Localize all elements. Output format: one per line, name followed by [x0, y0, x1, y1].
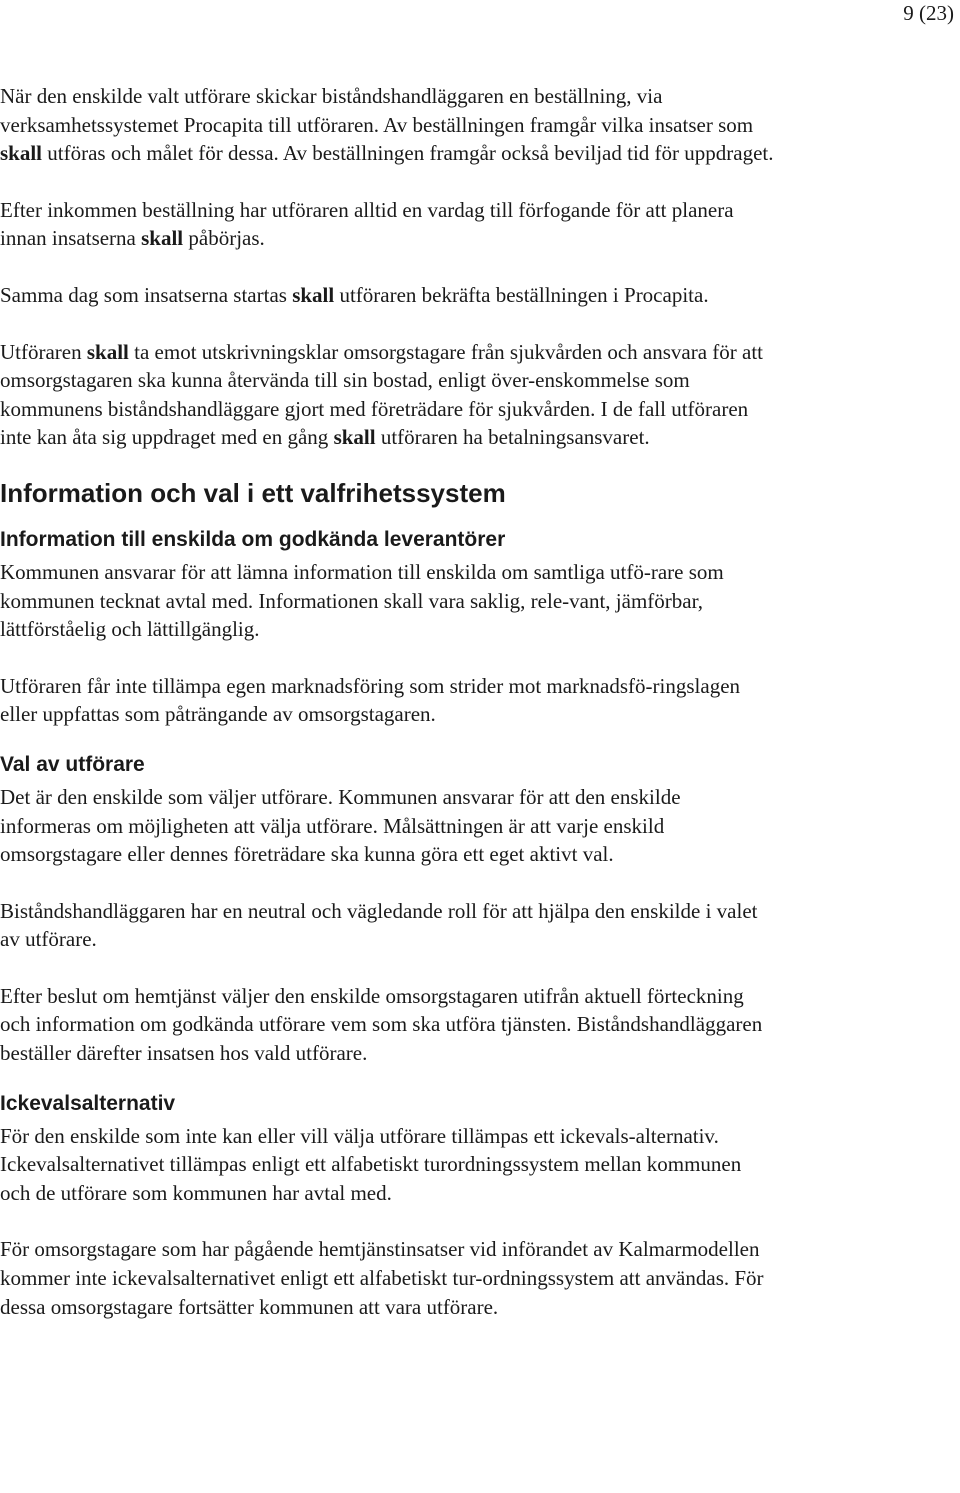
section-heading: Information och val i ett valfrihetssystem — [0, 477, 506, 508]
emphasis-shall: skall — [333, 425, 376, 450]
page-number: 9 (23) — [903, 1, 954, 25]
emphasis-shall: skall — [86, 339, 129, 364]
paragraph-case-officer-role: Biståndshandläggaren har en neutral och vägledande roll för att hjälpa den enskilde i valet av utförare. — [0, 898, 758, 952]
paragraph-order-process: När den enskilde valt utförare skickar biståndshandläggaren en beställning, via verksamhetssystemet Procapita till utföraren. Av beställningen framgår vilka insatser som skall utföras och målet för dessa. Av beställningen framgår också beviljad tid för uppdraget. — [0, 84, 774, 166]
subheading-information: Information till enskilda om godkända leverantörer — [0, 527, 506, 551]
paragraph-planning-time: Efter inkommen beställning har utföraren alltid en vardag till förfogande för att planera innan insatserna skall påbörjas. — [0, 197, 734, 251]
paragraph-existing-recipients: För omsorgstagare som har pågående hemtjänstinsatser vid införandet av Kalmarmodellen kommer inte ickevalsalternativet enligt ett alfabetiskt tur-ordningssystem att användas. För dessa omsorgstagare fortsätter kommunen att vara utförare. — [0, 1237, 764, 1319]
paragraph-individual-chooses: Det är den enskilde som väljer utförare. Kommunen ansvarar för att den enskilde informeras om möjligheten att välja utförare. Målsättningen är att varje enskild omsorgstagare eller dennes företrädare ska kunna göra ett eget aktivt val. — [0, 784, 681, 867]
emphasis-shall: skall — [0, 141, 43, 166]
subheading-no-choice-alternative: Ickevalsalternativ — [0, 1091, 176, 1115]
document-body — [0, 82, 775, 1321]
emphasis-shall: skall — [141, 226, 184, 251]
paragraph-marketing-rules: Utföraren får inte tillämpa egen marknadsföring som strider mot marknadsfö-ringslagen eller uppfattas som påträngande av omsorgstagaren. — [0, 673, 741, 727]
paragraph-municipality-information: Kommunen ansvarar för att lämna information till enskilda om samtliga utfö-rare som kommunen tecknat avtal med. Informationen skall vara saklig, rele-vant, jämförbar, lättförståelig och lättillgänglig. — [0, 559, 724, 642]
paragraph-no-choice-system: För den enskilde som inte kan eller vill välja utförare tillämpas ett ickevals-alternativ. Ickevalsalternativet tillämpas enligt ett alfabetiskt turordningssystem mellan kommunen och de utförare som kommunen har avtal med. — [0, 1123, 742, 1205]
subheading-choice-of-provider: Val av utförare — [0, 752, 145, 776]
paragraph-confirm-order: Samma dag som insatserna startas skall utföraren bekräfta beställningen i Procapita. — [0, 282, 709, 307]
paragraph-after-decision: Efter beslut om hemtjänst väljer den enskilde omsorgstagaren utifrån aktuell förteckning och information om godkända utförare vem som ska utföra tjänsten. Biståndshandläggaren beställer därefter insatsen hos vald utförare. — [0, 983, 763, 1066]
emphasis-shall: skall — [292, 282, 335, 307]
paragraph-discharge-responsibility: Utföraren skall ta emot utskrivningsklar omsorgstagare från sjukvården och ansvara för att omsorgstagaren ska kunna återvända till sin bostad, enligt över-enskommelse som kommunens biståndshandläggare gjort med företrädare för sjukvården. I de fall utföraren inte kan åta sig uppdraget med en gång skall utföraren ha betalningsansvaret. — [0, 339, 763, 450]
